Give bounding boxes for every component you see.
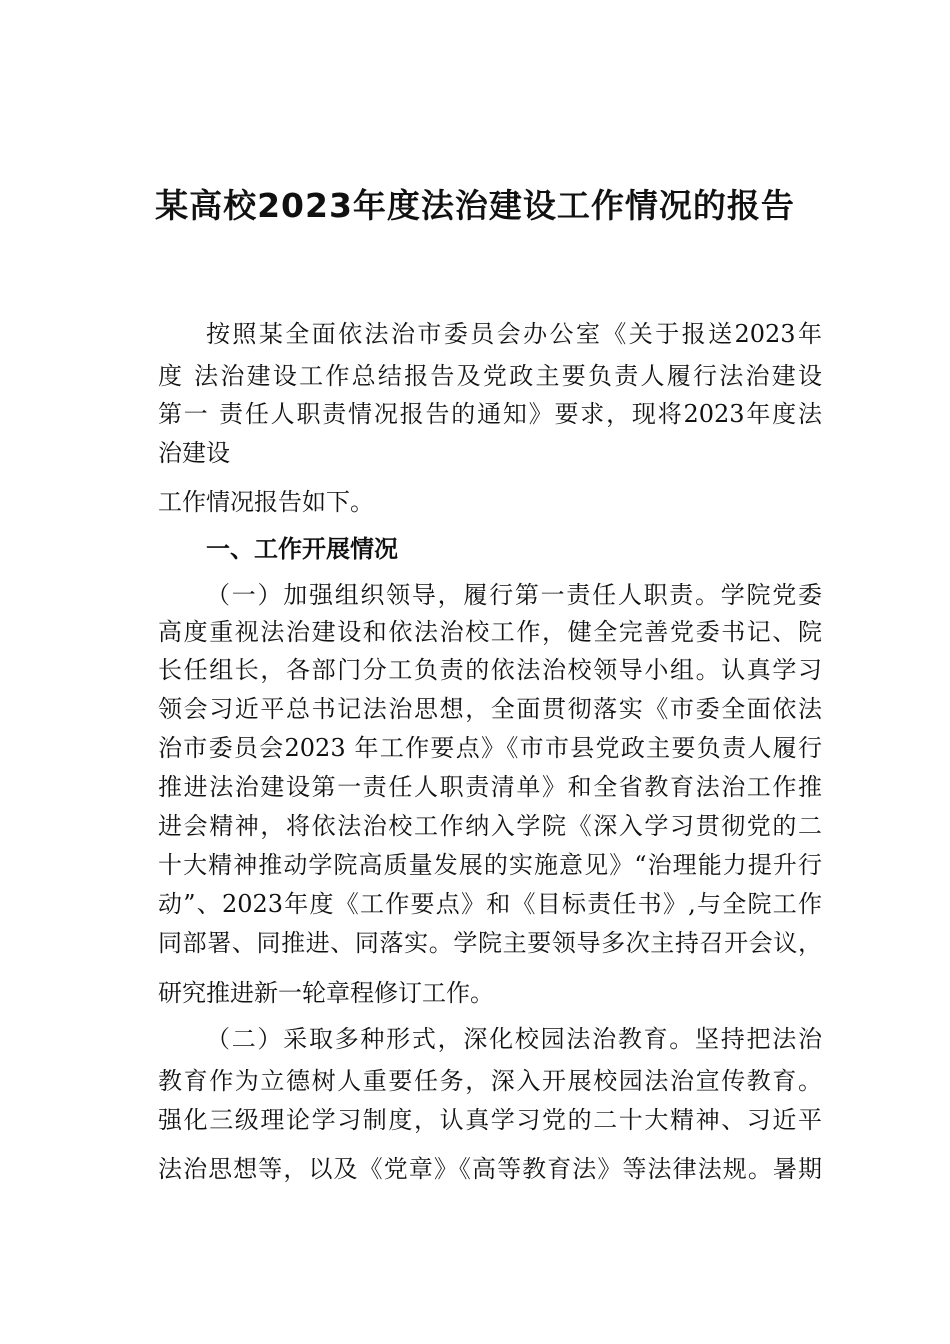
paragraph-line: 领会习近平总书记法治思想，全面贯彻落实《市委全面依法 [158,695,822,723]
paragraph-line: 高度重视法治建设和依法治校工作，健全完善党委书记、院 [158,618,822,646]
paragraph-line: 动”、2023年度《工作要点》和《目标责任书》,与全院工作 [158,890,822,918]
paragraph-line: （一）加强组织领导，履行第一责任人职责。学院党委 [206,581,822,609]
paragraph-line: 度 法治建设工作总结报告及党政主要负责人履行法治建设 [158,362,822,390]
paragraph-line: 法治思想等，以及《党章》《高等教育法》等法律法规。暑期 [158,1155,822,1183]
paragraph-line: 强化三级理论学习制度，认真学习党的二十大精神、习近平 [158,1106,822,1134]
paragraph-line: 治市委员会2023 年工作要点》《市市县党政主要负责人履行 [158,734,822,762]
paragraph-line: 同部署、同推进、同落实。学院主要领导多次主持召开会议， [158,929,822,957]
paragraph-line: 教育作为立德树人重要任务，深入开展校园法治宣传教育。 [158,1067,822,1095]
paragraph-line: 长任组长，各部门分工负责的依法治校领导小组。认真学习 [158,656,822,684]
document-title: 某高校2023年度法治建设工作情况的报告 [155,186,795,225]
paragraph-line: 进会精神，将依法治校工作纳入学院《深入学习贯彻党的二 [158,812,822,840]
paragraph-line: 推进法治建设第一责任人职责清单》和全省教育法治工作推 [158,773,822,801]
paragraph-line: 工作情况报告如下。 [158,488,374,516]
paragraph-line: 研究推进新一轮章程修订工作。 [158,979,494,1007]
paragraph-line: （二）采取多种形式，深化校园法治教育。坚持把法治 [206,1025,822,1053]
paragraph-line: 治建设 [158,439,230,467]
section-heading: 一、工作开展情况 [206,535,398,563]
paragraph-line: 十大精神推动学院高质量发展的实施意见》“治理能力提升行 [158,851,822,879]
paragraph-line: 第一 责任人职责情况报告的通知》要求，现将2023年度法 [158,400,822,428]
paragraph-line: 按照某全面依法治市委员会办公室《关于报送2023年 [206,320,822,348]
